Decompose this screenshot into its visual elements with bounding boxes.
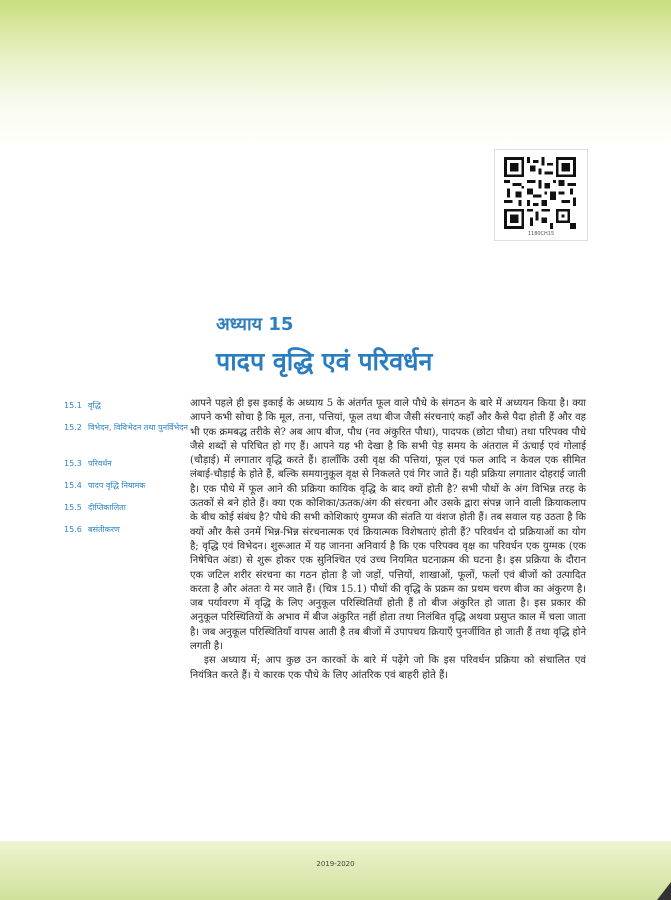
body-paragraph: आपने पहले ही इस इकाई के अध्याय 5 के अंतर्गत फूल वाले पौधे के संगठन के बारे में अध्ययन किया है। क्या आपने कभी सोचा है कि मूल, तना, पत्तियां, फूल तथा बीज जैसी संरचनाएं कहाँ और कैसे पैदा होती हैं और वह भी एक क्रमबद्ध तरीके से? अब आप बीज, पौध (नव अंकुरित पौधा), पादपक (छोटा पौधा) तथा परिपक्व पौधे जैसे शब्दों से परिचित हो गए हैं। आपने यह भी देखा है कि सभी पेड़ समय के अंतराल में ऊंचाई एवं गोलाई (चौड़ाई) में लगातार वृद्धि करते हैं। हालाँकि उसी वृक्ष की पत्तियां, फूल एवं फल आदि न केवल एक सीमित लंबाई-चौड़ाई के होते हैं, बल्कि समयानुकूल वृक्ष से निकलते एवं गिर जाते हैं। यही प्रक्रिया लगातार दोहराई जाती है। एक पौधे में फूल आने की प्रक्रिया कायिक वृद्धि के बाद क्यों होती है? सभी पौधों के अंग विभिन्न तरह के ऊतकों से बने होते हैं। क्या एक कोशिका/ऊतक/अंग की संरचना और उसके द्वारा संपन्न जाने वाली क्रियाकलाप के बीच कोई संबंध है? पौधे की सभी कोशिकाएं युग्मज की संतति या वंशज होती हैं। तब सवाल यह उठता है कि क्यों और कैसे उनमें भिन्न-भिन्न संरचनात्मक एवं क्रियात्मक विशेषताएं होती हैं? परिवर्धन दो प्रक्रियाओं का योग है; वृद्धि एवं विभेदन। शुरूआत में यह जानना अनिवार्य है कि एक परिपक्व वृक्ष का परिवर्धन एक युग्मक (एक निषेचित अंडा) से शुरू होकर एक सुनिश्चित एवं उच्च नियमित घटनाक्रम की घटना है। इस प्रक्रिया के दौरान एक जटिल शरीर संरचना का गठन होता है जो जड़ों, पत्तियों, शाखाओं, फूलों, फलों एवं बीजों को उत्पादित करता है और अंततः ये मर जाते हैं। (चित्र 15.1) पौधों की वृद्धि के प्रक्रम का प्रथम चरण बीज का अंकुरण है। जब पर्यावरण में वृद्धि के लिए अनुकूल परिस्थितियाँ होती हैं तो बीज अंकुरित हो जाता है। इस प्रकार की अनुकूल परिस्थितियों के अभाव में बीज अंकुरित नहीं होता तथा निलंबित वृद्धि अथवा प्रसुप्त काल में चला जाता है। जब अनुकूल परिस्थितियाँ वापस आती है तब बीजों में उपापचय क्रियाएँ पुनर्जीवित हो जाती हैं तथा वृद्धि होने लगती है। (190, 398, 586, 653)
page-corner-icon (657, 882, 671, 900)
toc-item (64, 399, 192, 421)
chapter-contents (64, 399, 192, 545)
qr-code-icon (504, 157, 576, 229)
page-footer (0, 841, 671, 900)
toc-item-number: 15.4 (64, 481, 82, 490)
body-text (190, 397, 586, 683)
toc-item-number: 15.5 (64, 503, 82, 512)
footer-year: 2019-2020 (316, 860, 355, 868)
toc-item-label: वृद्धि (88, 401, 101, 410)
toc-item (64, 501, 192, 523)
body-paragraph: इस अध्याय में; आप कुछ उन कारकों के बारे में पढ़ेंगे जो कि इस परिवर्धन प्रक्रिया को संचालित एवं नियंत्रित करते हैं। ये कारक एक पौधे के लिए आंतरिक एवं बाहरी होते हैं। (190, 655, 586, 681)
toc-item-number: 15.2 (64, 423, 82, 432)
toc-item (64, 479, 192, 501)
qr-code-caption: 1180CH15 (527, 231, 555, 237)
toc-item-label: परिवर्धन (88, 459, 112, 468)
toc-item (64, 457, 192, 479)
toc-item-number: 15.3 (64, 459, 82, 468)
qr-code (494, 149, 588, 241)
toc-item-label: पादप वृद्धि नियामक (88, 481, 146, 490)
toc-item (64, 523, 192, 545)
toc-item-number: 15.1 (64, 401, 82, 410)
toc-item-label: विभेदन, विविभेदन तथा पुनर्विभेदन (88, 423, 188, 432)
chapter-title: पादप वृद्धि एवं परिवर्धन (216, 347, 433, 376)
toc-item-label: बसंतीकरण (88, 525, 120, 534)
toc-item-label: दीप्तिकालिता (88, 503, 126, 512)
toc-item-number: 15.6 (64, 525, 82, 534)
toc-item (64, 421, 192, 457)
chapter-label: अध्याय 15 (216, 314, 294, 335)
